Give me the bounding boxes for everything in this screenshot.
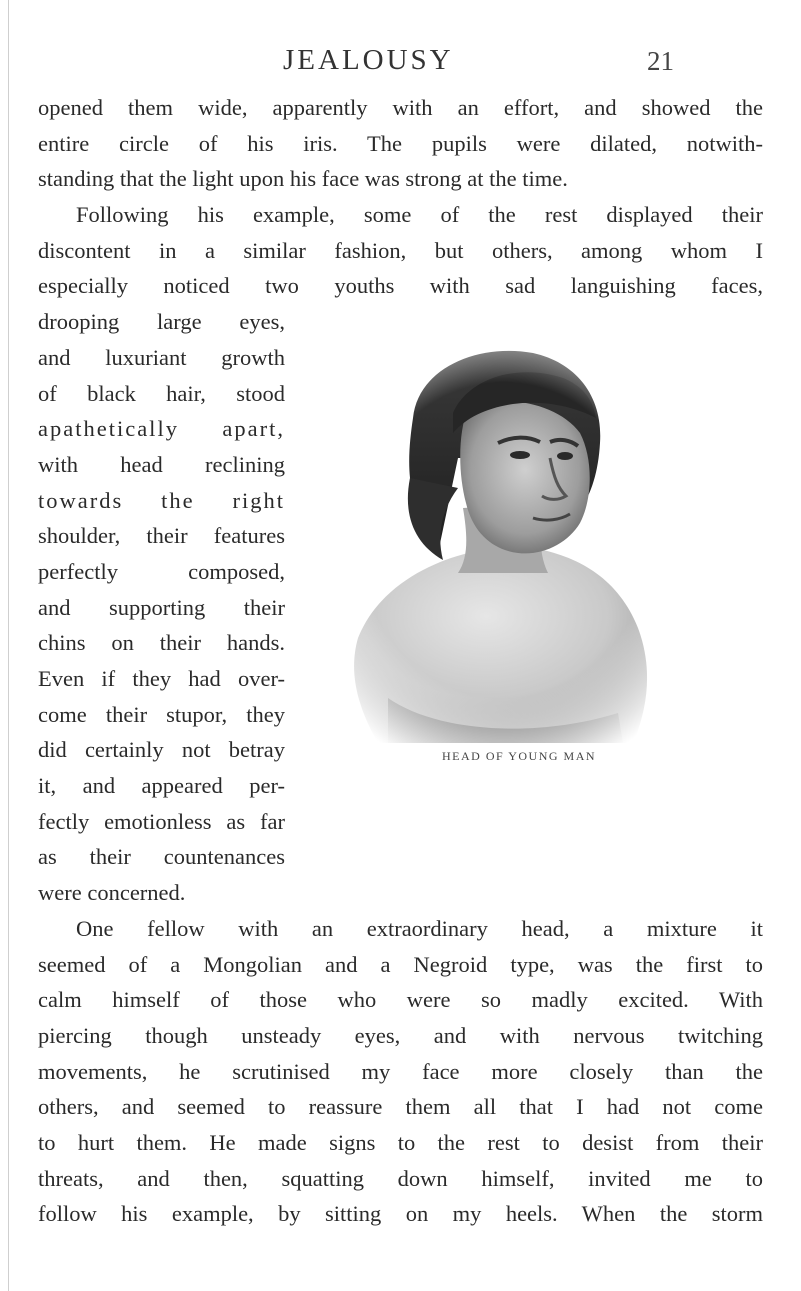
text-line: of black hair, stood — [38, 380, 285, 406]
text-line: and luxuriant growth — [38, 344, 285, 370]
text-line: calm himself of those who were so madly excited. With — [38, 987, 763, 1013]
text-line: opened them wide, apparently with an effort, and showed the — [38, 95, 763, 120]
text-line: threats, and then, squatting down himself, invited me to — [38, 1165, 763, 1191]
portrait-illustration — [318, 338, 690, 743]
text-line: as their countenances — [38, 844, 285, 870]
text-line: movements, he scrutinised my face more closely than the — [38, 1058, 763, 1084]
running-title: JEALOUSY — [283, 44, 454, 76]
text-line: perfectly composed, — [38, 558, 285, 584]
text-line: entire circle of his iris. The pupils were dilated, notwith- — [38, 130, 763, 156]
figure-caption: HEAD OF YOUNG MAN — [442, 749, 597, 763]
text-line: it, and appeared per- — [38, 773, 285, 799]
text-line: shoulder, their features — [38, 523, 285, 549]
text-line: follow his example, by sitting on my heels. When the storm — [38, 1201, 763, 1227]
text-line: apathetically apart, — [38, 416, 285, 442]
text-line: towards the right — [38, 487, 285, 513]
page-number: 21 — [647, 46, 674, 76]
text-line: especially noticed two youths with sad languishing faces, — [38, 273, 763, 299]
text-line: seemed of a Mongolian and a Negroid type, was the first to — [38, 951, 763, 977]
running-head — [0, 44, 801, 84]
text-line: drooping large eyes, — [38, 309, 285, 335]
text-line: come their stupor, they — [38, 701, 285, 727]
text-line: others, and seemed to reassure them all that I had not come — [38, 1094, 763, 1120]
text-line: Following his example, some of the rest displayed their — [76, 202, 763, 228]
text-line: fectly emotionless as far — [38, 808, 285, 834]
text-line: One fellow with an extraordinary head, a mixture it — [76, 915, 763, 941]
text-line: were concerned. — [38, 880, 186, 906]
text-line: discontent in a similar fashion, but others, among whom I — [38, 237, 763, 263]
text-line: did certainly not betray — [38, 737, 285, 763]
text-line: Even if they had over- — [38, 666, 285, 691]
page-edge-rule — [8, 0, 9, 1291]
text-line: standing that the light upon his face was strong at the time. — [38, 166, 568, 192]
portrait-figure — [318, 338, 690, 743]
vignette-fade — [318, 338, 690, 743]
text-line: to hurt them. He made signs to the rest to desist from their — [38, 1129, 763, 1155]
text-line: with head reclining — [38, 451, 285, 477]
text-line: chins on their hands. — [38, 630, 285, 656]
text-line: and supporting their — [38, 594, 285, 620]
text-line: piercing though unsteady eyes, and with nervous twitching — [38, 1022, 763, 1048]
